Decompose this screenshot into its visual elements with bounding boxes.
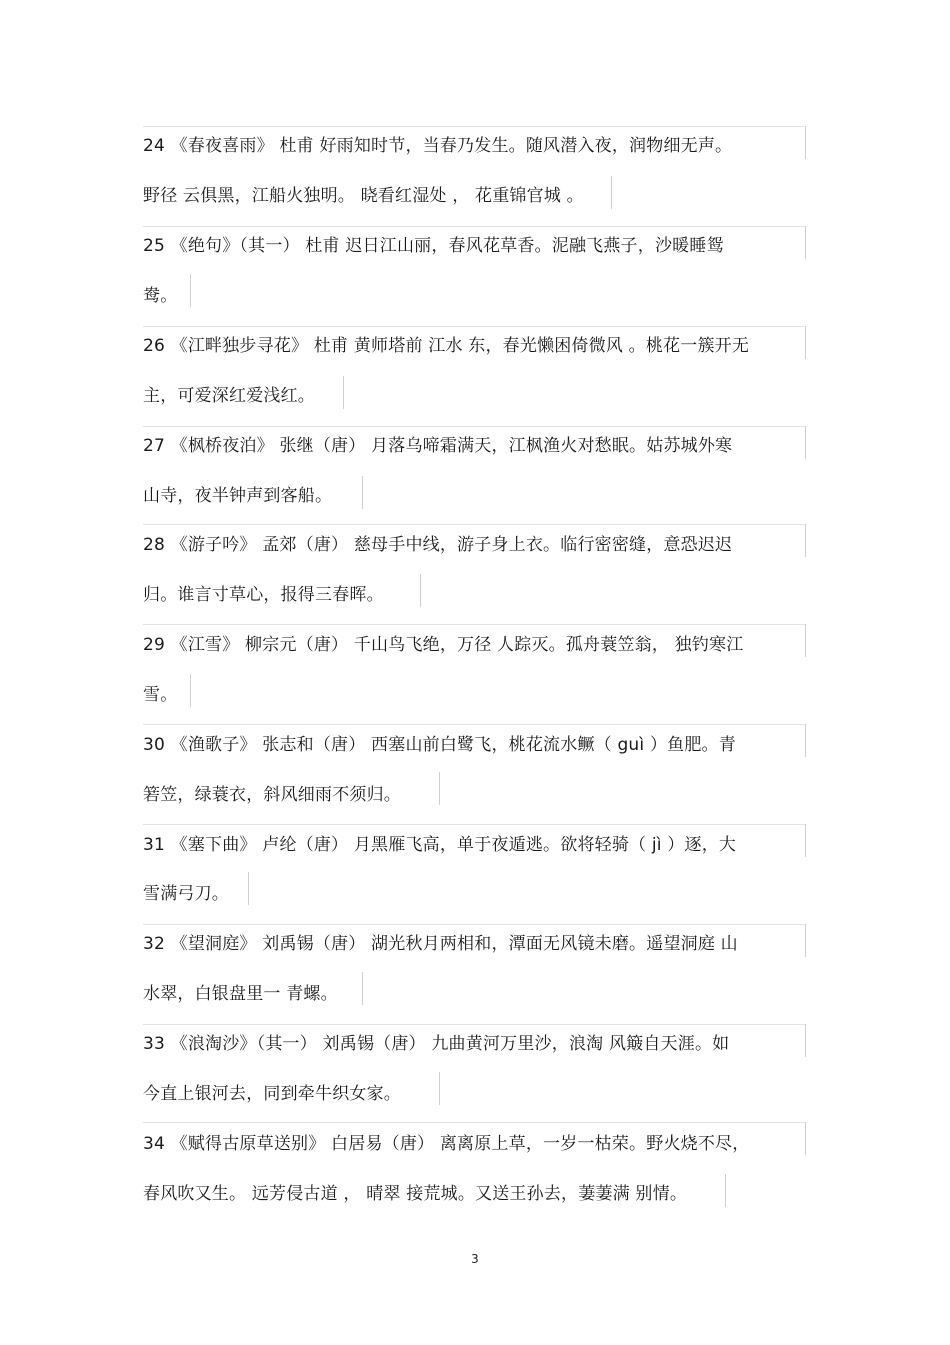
text-line: 雪满弓刀。 — [143, 883, 229, 904]
text-line: 归。谁言寸草心，报得三春晖。 — [143, 584, 384, 605]
text-line: 29 《江雪》 柳宗元（唐） 千山鸟飞绝，万径 人踪灭。孤舟蓑笠翁， 独钓寒江 — [143, 634, 744, 655]
text-line: 27 《枫桥夜泊》 张继（唐） 月落乌啼霜满天，江枫渔火对愁眠。姑苏城外寒 — [143, 435, 733, 456]
text-line: 今直上银河去，同到牵牛织女家。 — [143, 1083, 401, 1104]
line-bar — [805, 524, 806, 557]
text-line: 26 《江畔独步寻花》 杜甫 黄师塔前 江水 东，春光懒困倚微风 。桃花一簇开无 — [143, 335, 750, 356]
text-line: 28 《游子吟》 孟郊（唐） 慈母手中线，游子身上衣。临行密密缝，意恐迟迟 — [143, 534, 733, 555]
line-bar — [190, 674, 191, 707]
text-line: 31 《塞下曲》 卢纶（唐） 月黑雁飞高，单于夜遁逃。欲将轻骑（ jì ）逐，大 — [143, 834, 737, 855]
page-number: 3 — [471, 1252, 479, 1266]
line-bar — [420, 574, 421, 607]
line-bar — [805, 724, 806, 757]
text-line: 主，可爱深红爱浅红。 — [143, 385, 315, 406]
text-line: 30 《渔歌子》 张志和（唐） 西塞山前白鹭飞，桃花流水鳜（ guì ）鱼肥。青 — [143, 734, 736, 755]
text-line: 32 《望洞庭》 刘禹锡（唐） 湖光秋月两相和，潭面无风镜未磨。遥望洞庭 山 — [143, 933, 738, 954]
line-bar — [805, 624, 806, 657]
text-line: 野径 云俱黑，江船火独明。 晓看红湿处 ， 花重锦官城 。 — [143, 185, 584, 206]
line-bar — [805, 426, 806, 459]
line-bar — [439, 772, 440, 805]
text-line: 34 《赋得古原草送别》 白居易（唐） 离离原上草，一岁一枯荣。野火烧不尽， — [143, 1133, 750, 1154]
line-bar — [362, 476, 363, 509]
line-bar — [362, 972, 363, 1005]
text-line: 山寺，夜半钟声到客船。 — [143, 485, 333, 506]
text-line: 春风吹又生。 远芳侵古道 ， 晴翠 接荒城。又送王孙去，萋萋满 别情。 — [143, 1183, 688, 1204]
text-line: 24 《春夜喜雨》 杜甫 好雨知时节，当春乃发生。随风潜入夜，润物细无声。 — [143, 135, 733, 156]
line-bar — [805, 1122, 806, 1155]
line-bar — [725, 1174, 726, 1207]
text-line: 25 《绝句》（其一） 杜甫 迟日江山丽，春风花草香。泥融飞燕子，沙暖睡鸳 — [143, 235, 724, 256]
line-bar — [248, 872, 249, 905]
text-line: 33 《浪淘沙》（其一） 刘禹锡（唐） 九曲黄河万里沙，浪淘 风簸自天涯。如 — [143, 1033, 730, 1054]
text-line: 雪。 — [143, 684, 178, 705]
line-bar — [439, 1072, 440, 1105]
line-bar — [343, 376, 344, 409]
line-bar — [805, 924, 806, 957]
line-bar — [805, 824, 806, 857]
line-bar — [805, 1024, 806, 1057]
text-line: 箬笠，绿蓑衣，斜风细雨不须归。 — [143, 784, 401, 805]
line-bar — [611, 176, 612, 209]
line-bar — [805, 226, 806, 259]
text-line: 水翠，白银盘里一 青螺。 — [143, 983, 338, 1004]
line-bar — [805, 326, 806, 359]
line-bar — [190, 274, 191, 307]
line-bar — [805, 126, 806, 159]
text-line: 鸯。 — [143, 285, 178, 306]
